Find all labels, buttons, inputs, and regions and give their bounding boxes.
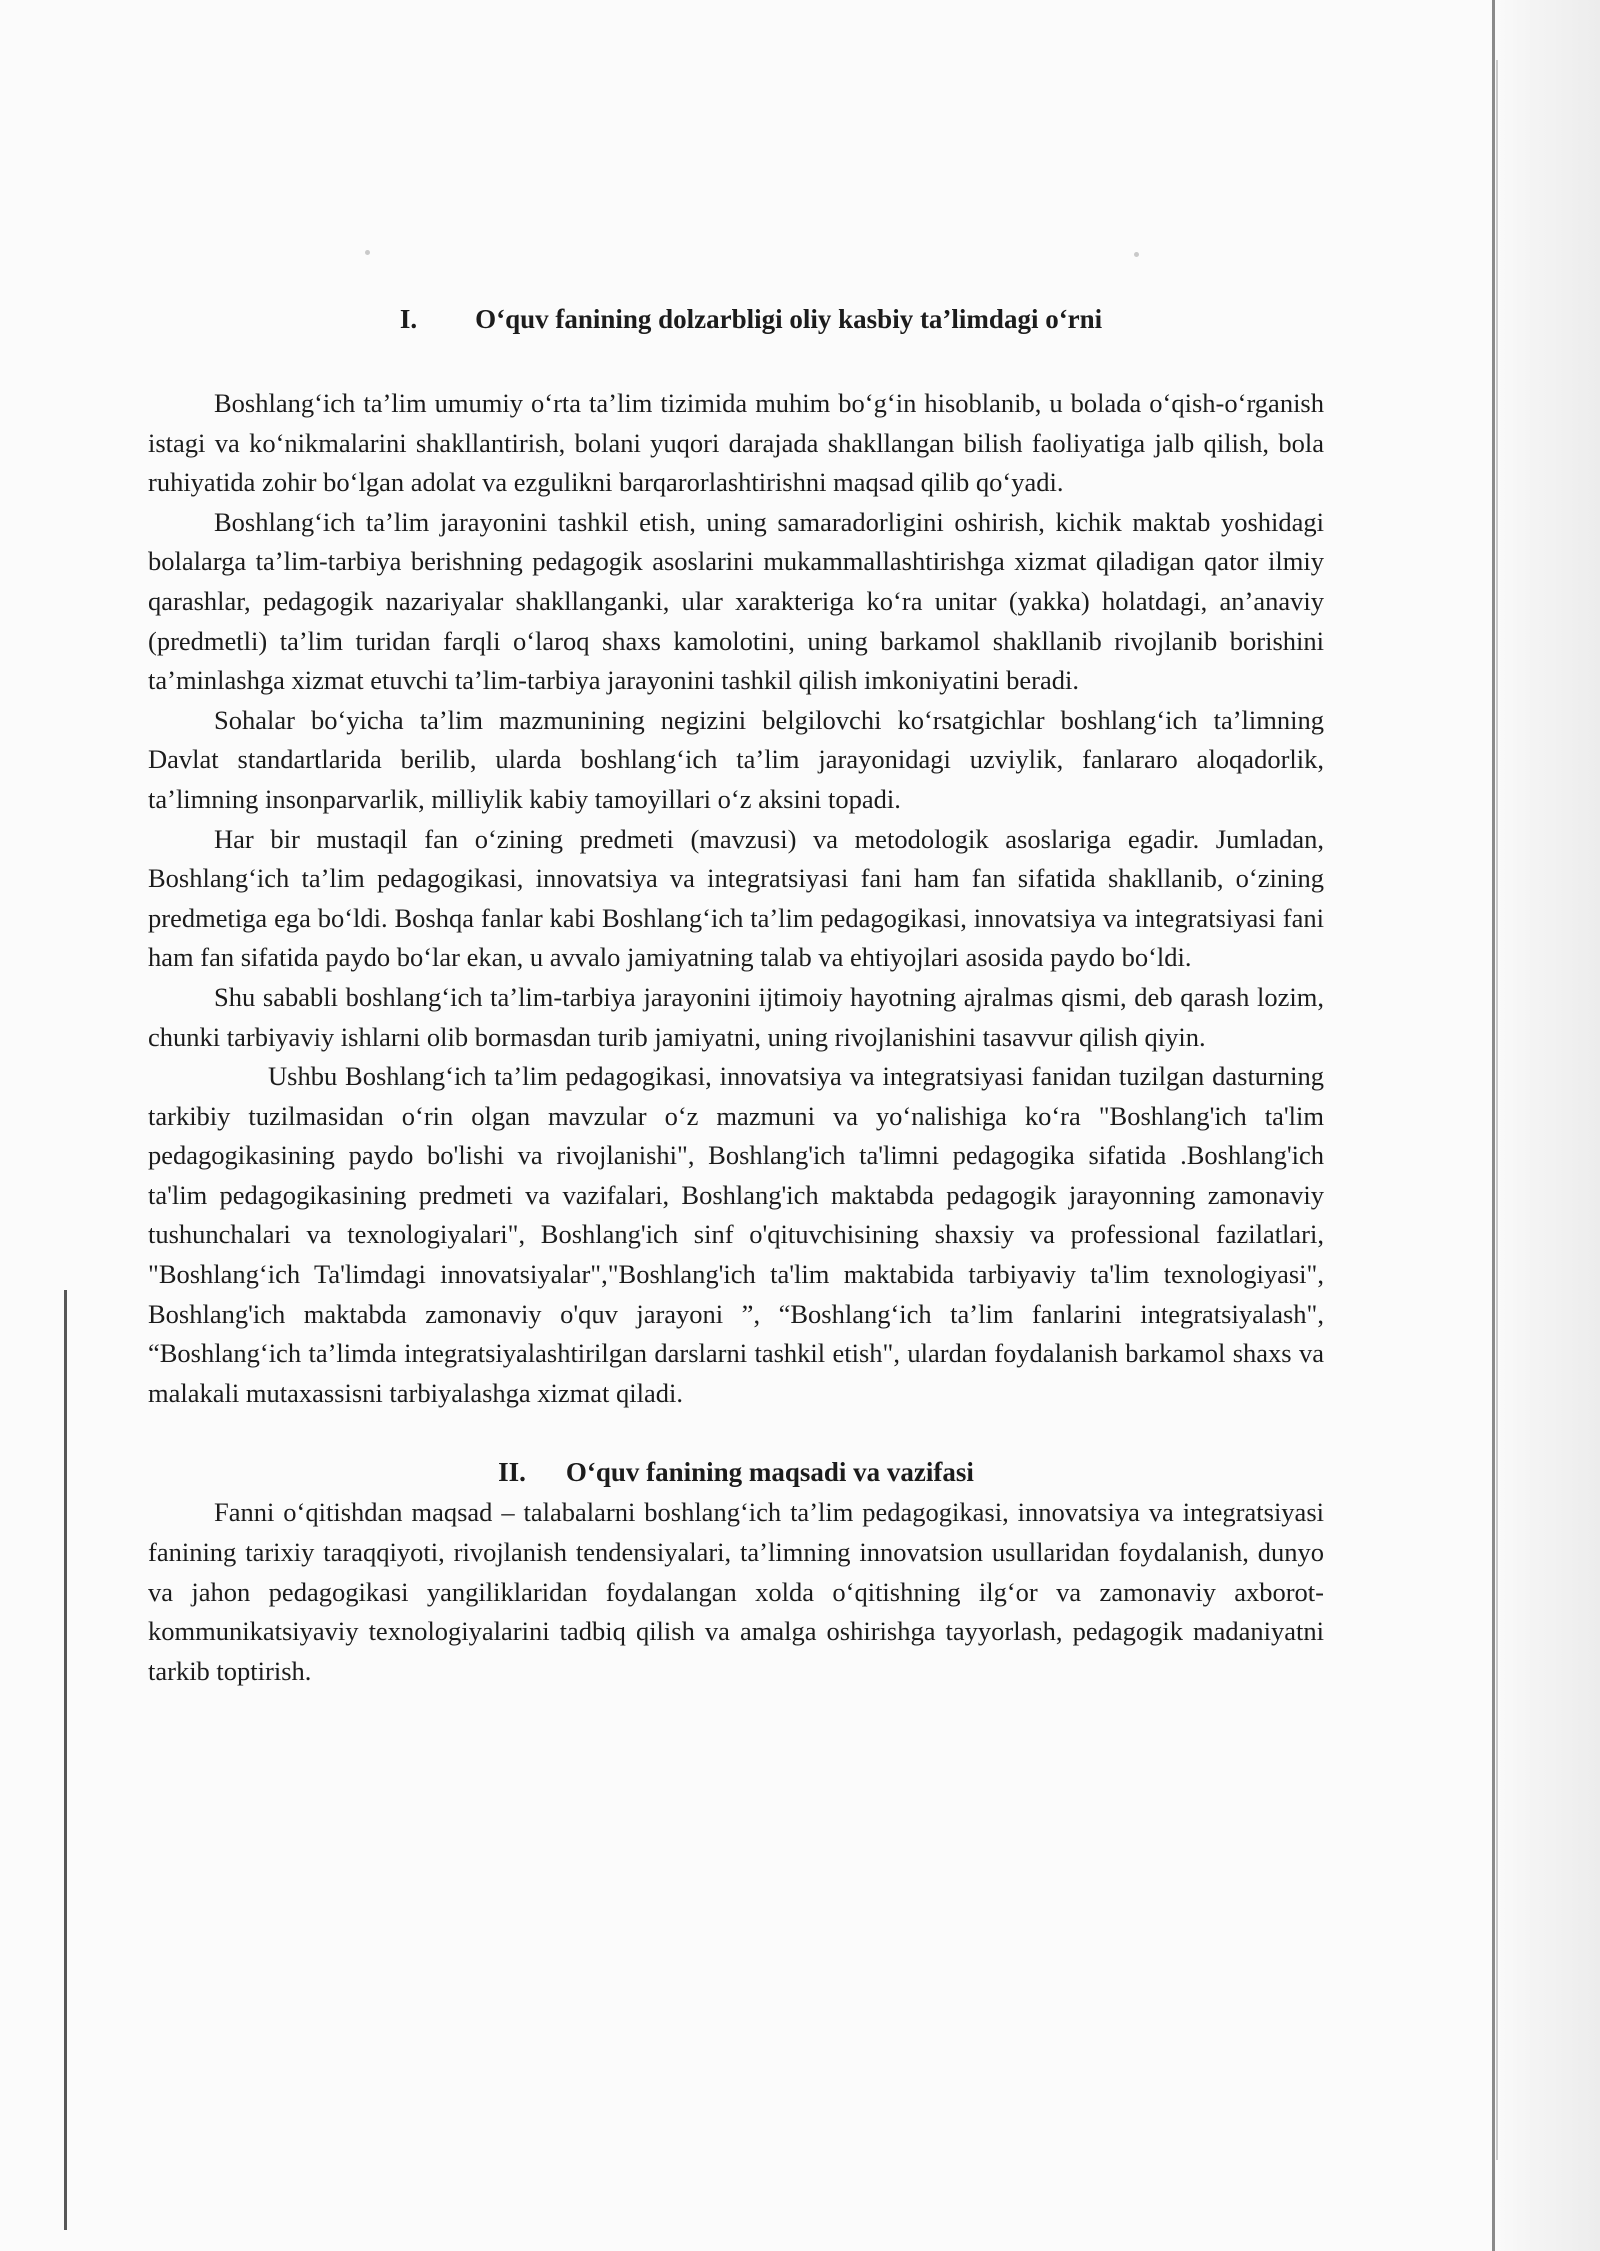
paragraph: Fanni o‘qitishdan maqsad – talabalarni boshlang‘ich ta’lim pedagogikasi, innovatsiya va integratsiyasi fanining tarixiy taraqqiyoti, rivojlanish tendensiyalari, ta’limning innovatsion usullaridan foydalanish, dunyo va jahon pedagogikasi yangiliklaridan foydalangan xolda o‘qitishning ilg‘or va zamonaviy axborot-kommunikatsiyaviy texnologiyalarini tadbiq qilish va amalga oshirishga tayyorlash, pedagogik madaniyatni tarkib toptirish. — [148, 1497, 1324, 1686]
paragraph: Sohalar bo‘yicha ta’lim mazmunining negizini belgilovchi ko‘rsatgichlar boshlang‘ich ta’limning Davlat standartlarida berilib, ularda boshlang‘ich ta’lim jarayonidagi uzviylik, fanlararo aloqadorlik, ta’limning insonparvarlik, milliylik kabiy tamoyillari o‘z aksini topadi. — [148, 704, 1324, 814]
section-title: O‘quv fanining dolzarbligi oliy kasbiy ta’limdagi o‘rni — [475, 304, 1103, 334]
paragraph: Shu sababli boshlang‘ich ta’lim-tarbiya jarayonini ijtimoiy hayotning ajralmas qismi, deb qarash lozim, chunki tarbiyaviy ishlarni olib bormasdan turib jamiyatni, uning rivojlanishini tasavvur qilish qiyin. — [148, 981, 1324, 1052]
section-heading — [148, 300, 1324, 338]
section-heading — [148, 1453, 1324, 1491]
page-edge-line — [1496, 60, 1498, 2160]
scan-speck — [365, 250, 370, 255]
scan-speck — [1134, 252, 1139, 257]
section-number: II. — [498, 1457, 526, 1488]
paragraph: Boshlang‘ich ta’lim jarayonini tashkil etish, uning samaradorligini oshirish, kichik maktab yoshidagi bolalarga ta’lim-tarbiya berishning pedagogik asoslarini mukammallashtirishga xizmat qiladigan qator ilmiy qarashlar, pedagogik nazariyalar shakllanganki, ular xarakteriga ko‘ra unitar (yakka) holatdagi, an’anaviy (predmetli) ta’lim turidan farqli o‘laroq shaxs kamolotini, uning barkamol shakllanib rivojlanib borishini ta’minlashga xizmat etuvchi ta’lim-tarbiya jarayonini tashkil qilish imkoniyatini beradi. — [148, 506, 1324, 696]
scan-shadow — [1490, 0, 1600, 2251]
document-body — [148, 300, 1324, 1691]
paragraph: Ushbu Boshlang‘ich ta’lim pedagogikasi, innovatsiya va integratsiyasi fanidan tuzilgan dasturning tarkibiy tuzilmasidan o‘rin olgan mavzular o‘z mazmuni va yo‘nalishiga ko‘ra "Boshlang'ich ta'lim pedagogikasining paydo bo'lishi va rivojlanishi", Boshlang'ich ta'limni pedagogika sifatida .Boshlang'ich ta'lim pedagogikasining predmeti va vazifalari, Boshlang'ich maktabda pedagogik jarayonning zamonaviy tushunchalari va texnologiyalari", Boshlang'ich sinf o'qituvchisining shaxsiy va professional fazilatlari, "Boshlang‘ich Ta'limdagi innovatsiyalar","Boshlang'ich ta'lim maktabida tarbiyaviy ta'lim texnologiyasi", Boshlang'ich maktabda zamonaviy o'quv jarayoni ”, “Boshlang‘ich ta’lim fanlarini integratsiyalash", “Boshlang‘ich ta’limda integratsiyalashtirilgan darslarni tashkil etish", ulardan foydalanish barkamol shaxs va malakali mutaxassisni tarbiyalashga xizmat qiladi. — [148, 1061, 1324, 1408]
paragraph: Boshlang‘ich ta’lim umumiy o‘rta ta’lim tizimida muhim bo‘g‘in hisoblanib, u bolada o‘qish-o‘rganish istagi va ko‘nikmalarini shakllantirish, bolani yuqori darajada shakllangan bilish faoliyatiga jalb qilish, bola ruhiyatida zohir bo‘lgan adolat va ezgulikni barqarorlashtirishni maqsad qilib qo‘yadi. — [148, 388, 1324, 498]
section-number: I. — [399, 304, 418, 334]
section-title: O‘quv fanining maqsadi va vazifasi — [565, 1457, 974, 1488]
paragraph: Har bir mustaqil fan o‘zining predmeti (mavzusi) va metodologik asoslariga egadir. Jumladan, Boshlang‘ich ta’lim pedagogikasi, innovatsiya va integratsiyasi fani ham fan sifatida shakllanib, o‘zining predmetiga ega bo‘ldi. Boshqa fanlar kabi Boshlang‘ich ta’lim pedagogikasi, innovatsiya va integratsiyasi fani ham fan sifatida paydo bo‘lar ekan, u avvalo jamiyatning talab va ehtiyojlari asosida paydo bo‘ldi. — [148, 823, 1324, 973]
page-edge-line — [1492, 0, 1495, 2251]
binding-edge-line — [64, 1290, 67, 2230]
